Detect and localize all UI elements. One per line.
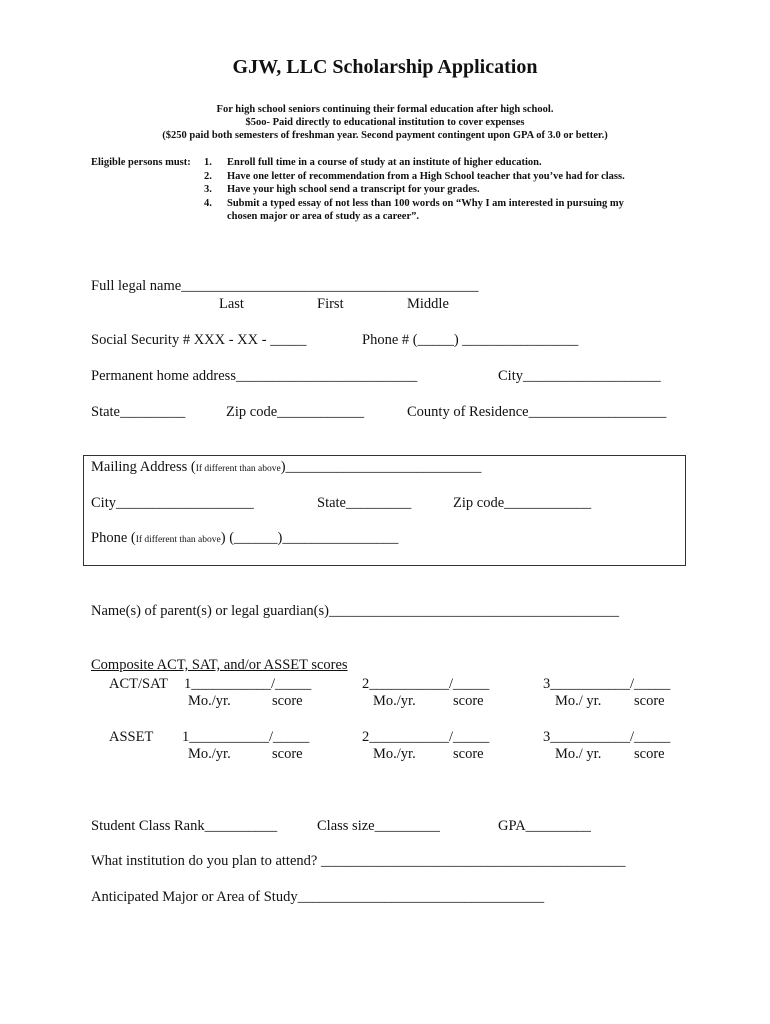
ssn-field[interactable]: Social Security # XXX - XX - _____ (91, 332, 307, 348)
asset-slot-3[interactable]: 3___________/_____ (543, 729, 671, 745)
last-name-label: Last (219, 296, 244, 312)
mailing-city-field[interactable]: City___________________ (91, 495, 254, 511)
mailing-phone-note: If different than above (135, 535, 221, 545)
major-field[interactable]: Anticipated Major or Area of Study__________________________________ (91, 889, 545, 905)
zip-field[interactable]: Zip code____________ (226, 404, 365, 420)
page-title: GJW, LLC Scholarship Application (232, 56, 538, 78)
act-sat-moyr-3: Mo./ yr. (555, 693, 602, 709)
asset-moyr-3: Mo./ yr. (555, 746, 602, 762)
state-field[interactable]: State_________ (91, 404, 186, 420)
asset-moyr-2: Mo./yr. (373, 746, 416, 762)
parents-field[interactable]: Name(s) of parent(s) or legal guardian(s)________________________________________ (91, 603, 619, 619)
eligibility-item-3: Have your high school send a transcript for your grades. (227, 184, 480, 195)
intro-line-1: For high school seniors continuing their formal education after high school. (216, 104, 554, 115)
act-sat-slot-1[interactable]: 1___________/_____ (184, 676, 312, 692)
act-sat-score-3: score (634, 693, 665, 709)
mailing-phone-field[interactable] (91, 530, 398, 547)
middle-name-label: Middle (407, 296, 449, 312)
act-sat-slot-3[interactable]: 3___________/_____ (543, 676, 671, 692)
class-size-field[interactable]: Class size_________ (317, 818, 440, 834)
eligibility-label: Eligible persons must: (91, 157, 191, 168)
mailing-state-field[interactable]: State_________ (317, 495, 412, 511)
institution-field[interactable]: What institution do you plan to attend? __________________________________________ (91, 853, 626, 869)
asset-slot-1[interactable]: 1___________/_____ (182, 729, 310, 745)
act-sat-score-2: score (453, 693, 484, 709)
eligibility-num-4: 4. (204, 198, 212, 209)
act-sat-moyr-1: Mo./yr. (188, 693, 231, 709)
scores-heading: Composite ACT, SAT, and/or ASSET scores (91, 657, 348, 673)
city-field[interactable]: City___________________ (498, 368, 661, 384)
act-sat-moyr-2: Mo./yr. (373, 693, 416, 709)
mailing-address-line: )___________________________ (280, 459, 482, 475)
phone-field[interactable]: Phone # (_____) ________________ (362, 332, 579, 348)
asset-score-2: score (453, 746, 484, 762)
county-field[interactable]: County of Residence___________________ (407, 404, 667, 420)
asset-slot-2[interactable]: 2___________/_____ (362, 729, 490, 745)
eligibility-item-1: Enroll full time in a course of study at an institute of higher education. (227, 157, 542, 168)
asset-score-1: score (272, 746, 303, 762)
act-sat-score-1: score (272, 693, 303, 709)
mailing-zip-field[interactable]: Zip code____________ (453, 495, 592, 511)
eligibility-item-4-cont: chosen major or area of study as a career”. (227, 211, 419, 222)
mailing-address-field[interactable] (91, 459, 481, 476)
eligibility-num-2: 2. (204, 171, 212, 182)
mailing-phone-label: Phone ( (91, 530, 136, 546)
full-legal-name-field[interactable]: Full legal name_________________________________________ (91, 278, 479, 294)
asset-score-3: score (634, 746, 665, 762)
class-rank-field[interactable]: Student Class Rank__________ (91, 818, 278, 834)
asset-label: ASSET (109, 729, 154, 745)
intro-line-2: $5oo- Paid directly to educational institution to cover expenses (245, 117, 525, 128)
gpa-field[interactable]: GPA_________ (498, 818, 591, 834)
eligibility-item-2: Have one letter of recommendation from a High School teacher that you’ve had for class. (227, 171, 625, 182)
first-name-label: First (317, 296, 344, 312)
act-sat-label: ACT/SAT (109, 676, 168, 692)
eligibility-item-4: Submit a typed essay of not less than 100 words on “Why I am interested in pursuing my (227, 198, 624, 209)
home-address-field[interactable]: Permanent home address_________________________ (91, 368, 418, 384)
mailing-address-label: Mailing Address ( (91, 459, 196, 475)
act-sat-slot-2[interactable]: 2___________/_____ (362, 676, 490, 692)
mailing-address-note: If different than above (195, 464, 281, 474)
asset-moyr-1: Mo./yr. (188, 746, 231, 762)
intro-line-3: ($250 paid both semesters of freshman year. Second payment contingent upon GPA of 3.0 or better.) (162, 130, 608, 141)
mailing-phone-line: ) (______)________________ (220, 530, 399, 546)
eligibility-num-1: 1. (204, 157, 212, 168)
eligibility-num-3: 3. (204, 184, 212, 195)
